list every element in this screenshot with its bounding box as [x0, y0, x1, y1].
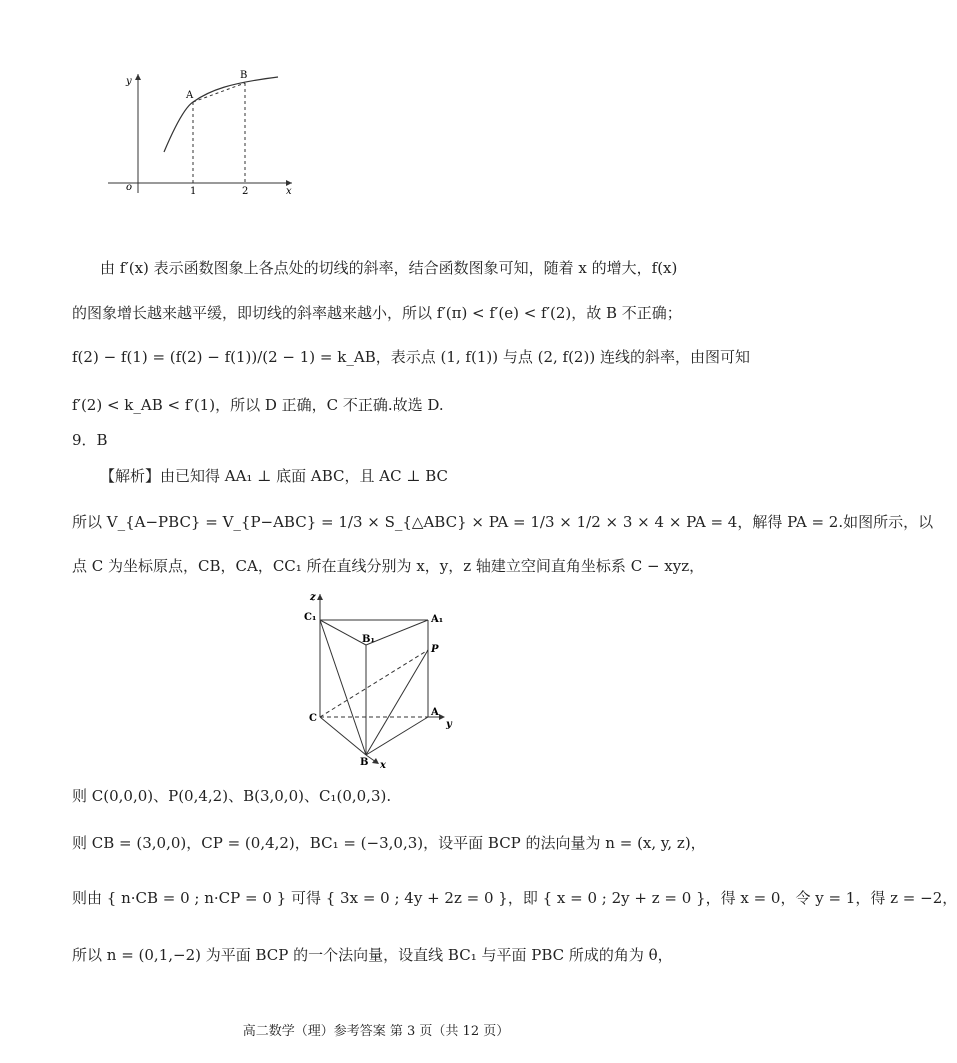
tick-label-1: 1	[190, 186, 197, 197]
page-footer: 高二数学（理）参考答案 第 3 页（共 12 页）	[242, 1024, 510, 1039]
text-line-3: f(2) − f(1) = (f(2) − f(1))/(2 − 1) = k_AB，表示点 (1, f(1)) 与点 (2, f(2)) 连线的斜率，由图可知	[72, 348, 750, 366]
text-line-5: 【解析】由已知得 AA₁ ⊥ 底面 ABC，且 AC ⊥ BC	[100, 467, 448, 485]
text-line-11: 所以 n = (0,1,−2) 为平面 BCP 的一个法向量，设直线 BC₁ 与平面 PBC 所成的角为 θ，	[72, 946, 673, 964]
label-x: x	[380, 760, 386, 771]
point-label-b: B	[240, 70, 248, 81]
label-b1: B₁	[362, 634, 375, 645]
text-line-4: f′(2) < k_AB < f′(1)，所以 D 正确，C 不正确.故选 D.	[72, 396, 444, 414]
function-graph-figure	[100, 68, 300, 198]
text-line-6: 所以 V_{A−PBC} = V_{P−ABC} = 1/3 × S_{△ABC} × PA = 1/3 × 1/2 × 3 × 4 × PA = 4，解得 PA = 2.如图所示，以	[72, 513, 934, 531]
label-c1: C₁	[304, 612, 317, 623]
question-9-answer: 9．B	[72, 431, 108, 449]
label-a: A	[431, 707, 439, 718]
point-label-a: A	[186, 90, 194, 101]
text-line-7: 点 C 为坐标原点，CB，CA，CC₁ 所在直线分别为 x，y，z 轴建立空间直角坐标系 C − xyz，	[72, 557, 705, 575]
text-line-1: 由 f′(x) 表示函数图象上各点处的切线的斜率，结合函数图象可知，随着 x 的增大，f(x)	[100, 259, 678, 277]
text-line-10: 则由 { n·CB = 0 ; n·CP = 0 } 可得 { 3x = 0 ; 4y + 2z = 0 }，即 { x = 0 ; 2y + z = 0 }，得 x = 0，令 y = 1，得 z = −2，	[72, 889, 957, 907]
text-line-9: 则 CB = (3,0,0)，CP = (0,4,2)，BC₁ = (−3,0,3)，设平面 BCP 的法向量为 n = (x, y, z)，	[72, 834, 706, 852]
label-z: z	[310, 592, 316, 603]
label-b: B	[360, 757, 369, 768]
y-axis-label: y	[126, 76, 132, 87]
secant-line	[193, 83, 245, 102]
x-axis-label: x	[286, 186, 292, 197]
text-line-2: 的图象增长越来越平缓，即切线的斜率越来越小，所以 f′(π) < f′(e) < f′(2)，故 B 不正确；	[72, 304, 682, 322]
label-a1: A₁	[431, 614, 444, 625]
label-c: C	[309, 713, 317, 724]
label-y: y	[446, 719, 452, 730]
function-curve	[164, 77, 278, 152]
prism-figure	[300, 590, 470, 775]
tick-label-2: 2	[242, 186, 249, 197]
text-line-8: 则 C(0,0,0)、P(0,4,2)、B(3,0,0)、C₁(0,0,3).	[72, 787, 392, 805]
origin-label: o	[126, 182, 133, 193]
label-p: P	[431, 644, 439, 655]
